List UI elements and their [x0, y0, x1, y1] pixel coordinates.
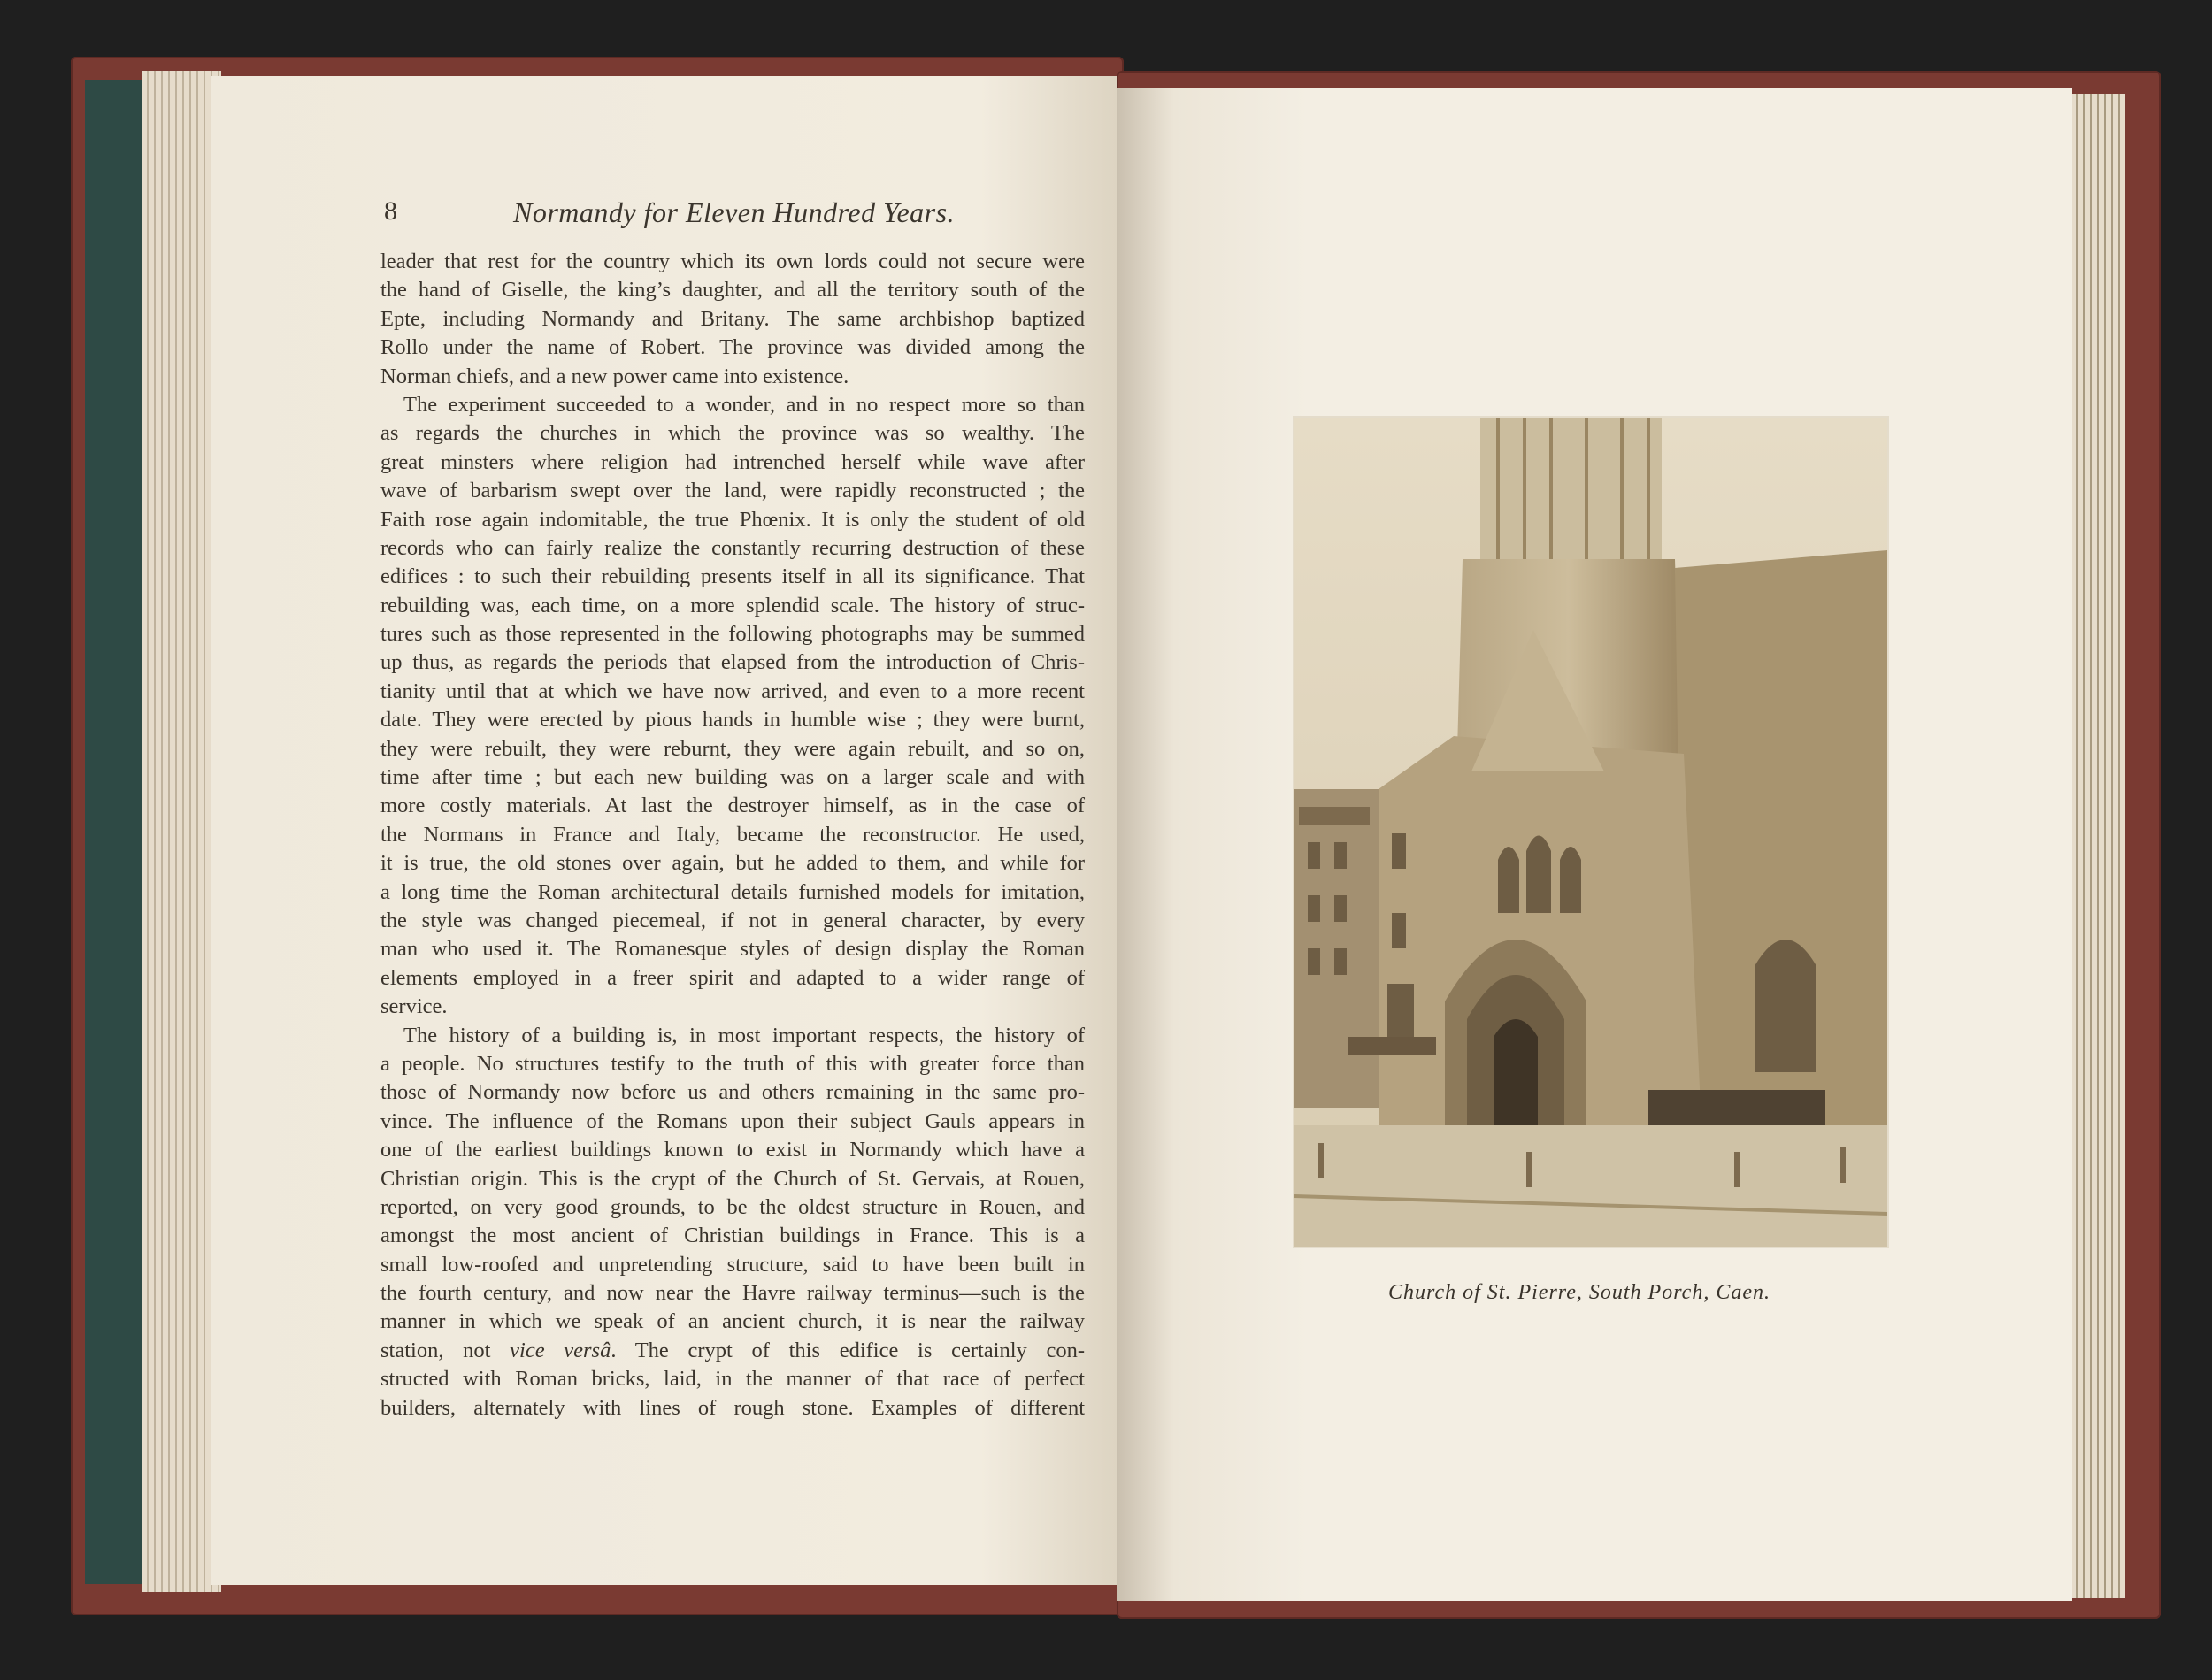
text-line: station, not vice versâ. The crypt of this edifice is certainly con- — [380, 1338, 1086, 1362]
page-edges-left — [142, 71, 221, 1592]
text-line: The history of a building is, in most important respects, the history of — [403, 1023, 1085, 1047]
running-head — [380, 196, 1088, 232]
text-line: edifices : to such their rebuilding presents itself in all its significance. That — [380, 564, 1085, 589]
text-line: date. They were erected by pious hands in humble wise ; they were burnt, — [380, 708, 1085, 733]
text-line: the fourth century, and now near the Havre railway terminus—such is the — [380, 1281, 1085, 1306]
text-line: Norman chiefs, and a new power came into existence. — [380, 364, 849, 388]
text-line: time after time ; but each new building was on a larger scale and with — [380, 765, 1085, 790]
endpaper-strip — [85, 80, 142, 1584]
text-line: Faith rose again indomitable, the true Phœnix. It is only the student of old — [380, 507, 1085, 532]
text-line: those of Normandy now before us and others remaining in the same pro- — [380, 1080, 1085, 1105]
text-line: structed with Roman bricks, laid, in the manner of that race of perfect — [380, 1367, 1085, 1392]
page-edges-right — [2070, 94, 2125, 1598]
text-line: it is true, the old stones over again, but he added to them, and while for — [380, 851, 1085, 876]
text-line: more costly materials. At last the destroyer himself, as in the case of — [380, 794, 1085, 818]
text-line: vince. The influence of the Romans upon their subject Gauls appears in — [380, 1108, 1085, 1133]
text-line: reported, on very good grounds, to be the oldest structure in Rouen, and — [380, 1194, 1085, 1219]
text-line: records who can fairly realize the constantly recurring destruction of these — [380, 535, 1085, 560]
text-line: leader that rest for the country which its own lords could not secure were — [380, 249, 1085, 273]
text-line: up thus, as regards the periods that elapsed from the introduction of Chris- — [380, 650, 1085, 675]
text-line: one of the earliest buildings known to exist in Normandy which have a — [380, 1138, 1085, 1162]
text-line: The experiment succeeded to a wonder, and in no respect more so than — [403, 392, 1085, 417]
church-photograph — [1294, 418, 1887, 1247]
photo-caption: Church of St. Pierre, South Porch, Caen. — [1388, 1281, 1770, 1304]
page-number: 8 — [384, 196, 397, 226]
text-line: a long time the Roman architectural details furnished models for imitation, — [380, 879, 1085, 904]
text-line: amongst the most ancient of Christian buildings in France. This is a — [380, 1224, 1085, 1248]
text-line: Christian origin. This is the crypt of the Church of St. Gervais, at Rouen, — [380, 1166, 1085, 1191]
text-line: service. — [380, 994, 448, 1019]
text-line: wave of barbarism swept over the land, were rapidly reconstructed ; the — [380, 479, 1085, 503]
text-line: the style was changed piecemeal, if not in general character, by every — [380, 908, 1085, 932]
text-line: as regards the churches in which the province was so wealthy. The — [380, 421, 1085, 446]
running-title: Normandy for Eleven Hundred Years. — [513, 196, 956, 228]
text-line: man who used it. The Romanesque styles of design display the Roman — [380, 937, 1085, 962]
text-line: small low-roofed and unpretending structure, said to have been built in — [380, 1252, 1085, 1277]
text-line: tures such as those represented in the following photographs may be summed — [380, 622, 1085, 647]
text-line: great minsters where religion had intrenched herself while wave after — [380, 449, 1085, 474]
text-line: the hand of Giselle, the king’s daughter, and all the territory south of the — [380, 278, 1085, 303]
text-line: tianity until that at which we have now arrived, and even to a more recent — [380, 679, 1085, 703]
text-line: Rollo under the name of Robert. The province was divided among the — [380, 335, 1085, 360]
text-line: the Normans in France and Italy, became the reconstructor. He used, — [380, 822, 1085, 847]
text-line: builders, alternately with lines of rough stone. Examples of different — [380, 1395, 1085, 1420]
text-line: elements employed in a freer spirit and adapted to a wider range of — [380, 965, 1085, 990]
text-line: a people. No structures testify to the truth of this with greater force than — [380, 1051, 1085, 1076]
text-line: rebuilding was, each time, on a more splendid scale. The history of struc- — [380, 593, 1085, 618]
body-text — [380, 248, 1085, 1423]
text-line: Epte, including Normandy and Britany. The same archbishop baptized — [380, 306, 1085, 331]
church-st-pierre-image — [1294, 418, 1887, 1247]
text-line: manner in which we speak of an ancient church, it is near the railway — [380, 1309, 1085, 1334]
text-line: they were rebuilt, they were reburnt, they were again rebuilt, and so on, — [380, 736, 1085, 761]
